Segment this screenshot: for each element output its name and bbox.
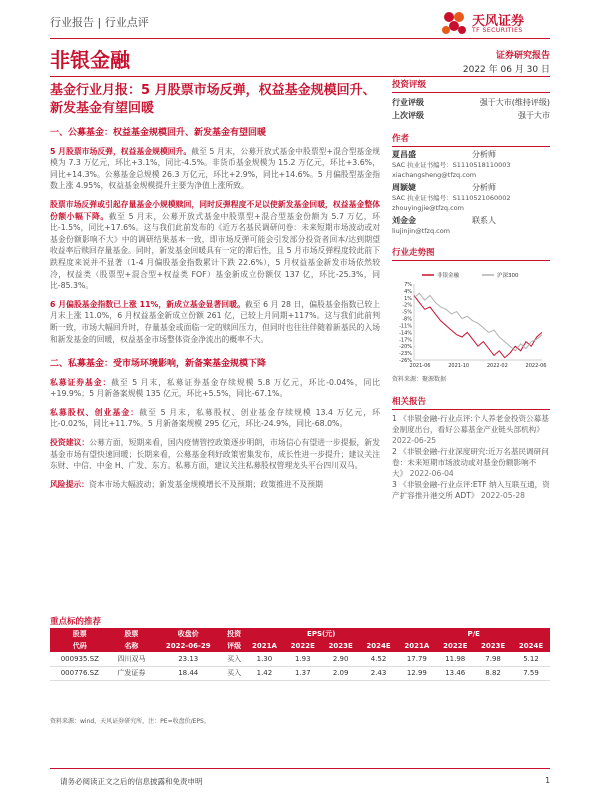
author-name: 周颖婕 [392,183,416,192]
related-reports [392,413,550,501]
rating-value: 强于大市(维持评级) [479,98,550,107]
table-cell: 12.99 [397,666,436,680]
para-text: 截至 5 月末，公募开放式基金中股票型+混合型基金规模为 7.3 万亿元，环比+3.1%，同比-4.5%。非货币基金规模为 15.2 万亿元，环比+3.6%，同比+14.3%。公募基金总规模 26.3 万亿元，环比+2.9%，同比+14.6%。5 月偏股型基金指数上涨 4.95%，权益基金规模提升主要为净值上涨所致。 [50,146,381,191]
x-tick-label: 2021-10 [448,363,470,369]
col-subheader: 评级 [223,640,245,652]
col-subheader: 2022E [436,640,474,652]
col-subheader: 2024E [512,640,550,652]
y-tick-label: -2% [402,302,412,309]
logo-subtext: TF SECURITIES [472,27,523,34]
table-cell: 5.12 [512,652,550,666]
title-rule [50,76,550,77]
table-cell: 1.30 [245,652,284,666]
table-cell: 11.98 [436,652,474,666]
authors-heading: 作者 [392,132,550,147]
para-lead: 私募证券基金： [50,377,112,387]
related-report-title: 1 《非银金融-行业点评:个人养老金投资公募基金制度出台，看好公募基金产业链头部机构》 [392,414,549,434]
related-report[interactable] [392,479,550,501]
table-cell: 4.52 [360,652,398,666]
table-cell: 000935.SZ [50,652,110,666]
para-lead: 投资建议： [50,438,90,448]
legend-label: 沪深300 [497,273,519,279]
para-lead: 5 月股票市场反弹，权益基金规模回升。 [50,146,192,156]
y-tick-label: 7% [404,282,412,288]
paragraph [50,479,380,491]
author-title: 联系人 [472,216,496,225]
pe-header: P/E [397,628,550,640]
para-lead: 股票市场反弹或引起存量基金小规模赎回，同时反弹程度不足以使新发基金回暖，权益基金整体份额小幅下降。 [50,199,380,221]
paragraph [50,146,380,192]
recommendation-heading: 重点标的推荐 [50,617,102,627]
y-tick-label: 4% [404,288,412,295]
related-heading: 相关报告 [392,395,550,410]
col-subheader: 2023E [474,640,512,652]
report-title: 基金行业月报：5 月股票市场反弹，权益基金规模回升、新发基金有望回暖 [50,83,376,116]
logo-icon [440,10,468,38]
x-tick-label: 2022-02 [486,363,508,369]
table-cell: 13.46 [436,666,474,680]
sidebar [392,78,550,501]
col-subheader: 2021A [245,640,284,652]
section-2-heading: 二、私募基金：受市场环境影响，新备案基金规模下降 [50,359,267,370]
table-row [50,666,550,680]
col-subheader: 2024E [360,640,398,652]
table-cell: 四川双马 [110,652,154,666]
related-report-title: 3 《非银金融-行业点评:ETF 纳入互联互通，资产扩容推升港交所 ADT》 [392,480,550,500]
table-cell: 2.09 [322,666,360,680]
para-text: 截至 5 月末，公募开放式基金中股票型+混合型基金份额为 5.7 万亿，环比-1.5%，同比+17.6%。这与我们此前发布的《近万名基民调研问卷：未来短期市场波动或对基金份额影响不大》中的调研结果基本一致，即市场反弹可能会引发部分投资者回本/达到期望收益率后赎回存量基金。同时，新发基金回暖具有一定的滞后性，且 5 月市场反弹程度较此前下跌程度来说并不显著（1-4 月偏股基金指数累计下跌 22.6%），5 月权益基金新发市场依然较冷，权益类（股票型+混合型+权益类 FOF）基金新成立份额仅 137 亿，环比-25.3%，同比-85.3%。 [50,211,380,291]
paragraph [50,407,380,430]
paragraph [50,299,380,345]
col-subheader: 名称 [110,640,154,652]
col-header: 收盘价 [153,628,223,640]
report-date: 2022 年 06 月 30 日 [462,65,550,75]
para-text: 截至 6 月 28 日，偏股基金指数已较上月末上涨 11.0%，6 月权益基金新成立份额 261 亿，已较上月同期+117%。这与我们此前判断一致，市场大幅回升时，存量基金或面临一定的赎回压力，但同时也往往伴随着新基民的入场和新发基金的回暖，权益基金市场整体资金净流出的概率不大。 [50,299,381,344]
x-tick-label: 2021-06 [409,363,431,369]
y-tick-label: -23% [399,351,412,358]
table-row [50,652,550,666]
rating-row [392,96,550,109]
table-cell: 7.59 [512,666,550,680]
table-cell: 广发证券 [110,666,154,680]
footer [50,770,550,790]
para-lead: 风险提示： [50,479,89,489]
related-report-date: 2022-06-04 [409,469,454,478]
author-title: 分析师 [472,183,496,192]
author-email[interactable]: liujinjin@tfzq.com [392,227,451,235]
author-email[interactable]: zhouyingjie@tfzq.com [392,204,464,212]
table-cell: 18.44 [153,666,223,680]
para-lead: 私募股权、创业基金： [50,407,140,417]
top-bar [50,8,550,36]
series-line-1 [414,293,542,351]
para-text: 截至 5 月末，私募证券基金存续规模 5.8 万亿元，环比-0.04%，同比+19.9%；5 月新备案规模 135 亿元，环比+5.5%，同比-67.1%。 [50,377,380,399]
y-tick-label: -17% [399,337,412,344]
report-type: 行业报告 | 行业点评 [50,16,149,29]
related-report[interactable] [392,413,550,446]
related-report-title: 2 《非银金融-行业深度研究:近万名基民调研问卷：未来短期市场波动或对基金份额影响不大》 [392,447,549,478]
header-rule [50,38,550,39]
para-text: 截至 5 月末，私募股权、创业基金存续规模 13.4 万亿元，环比-0.02%，同比+11.7%。5 月新备案规模 295 亿元，环比-24.9%，同比-68.0%。 [50,407,381,429]
author-title: 分析师 [472,150,496,159]
table-cell: 1.37 [284,666,322,680]
table-cell: 买入 [223,652,245,666]
table-cell: 买入 [223,666,245,680]
prev-rating-label: 上次评级 [392,111,424,120]
y-tick-label: -14% [399,330,412,337]
eps-header: EPS(元) [245,628,397,640]
section-1-heading: 一、公募基金：权益基金规模回升、新发基金有望回暖 [50,128,267,138]
y-tick-label: -20% [399,344,412,351]
y-tick-label: -5% [402,309,412,316]
page-number: 1 [545,776,550,785]
table-cell: 17.79 [397,652,436,666]
paragraph [50,377,380,400]
rating-heading: 投资评级 [392,78,550,93]
report-label: 证券研究报告 [495,51,550,61]
paragraph [50,199,380,292]
table-cell: 8.82 [474,666,512,680]
legend-label: 非银金融 [437,273,460,279]
author-sac: SAC 执业证书编号：S1110521060002 [392,194,511,202]
col-subheader: 2021A [397,640,436,652]
para-text: 公募方面，短期来看，国内疫情管控政策逐步明朗，市场信心有望进一步提振，新发基金市场有望快速回暖；长期来看，公募基金利好政策密集发布，成长性进一步提升；建议关注东财、中信、中金 H、广发、东方。私募方面，建议关注私募股权管理龙头平台四川双马。 [50,438,380,471]
author-sac: SAC 执业证书编号：S1110518110003 [392,161,511,169]
y-tick-label: -11% [399,323,412,330]
main-content [50,128,380,497]
para-text: 资本市场大幅波动；新发基金规模增长不及预期；政策推进不及预期 [88,479,323,489]
table-cell: 000776.SZ [50,666,110,680]
y-tick-label: -8% [402,316,412,323]
y-tick-label: 1% [404,295,412,302]
col-subheader: 2022-06-29 [153,640,223,652]
author-entry [392,183,550,213]
table-cell: 7.98 [474,652,512,666]
table-cell: 23.13 [153,652,223,666]
prev-rating-value: 强于大市 [518,111,550,120]
author-entry [392,216,550,236]
para-lead: 6 月偏股基金指数已上涨 11%，新成立基金显著回暖。 [50,299,245,309]
x-tick-label: 2022-06 [525,363,547,369]
series-line-0 [414,296,542,358]
author-entry [392,150,550,180]
chart-source: 资料来源：聚源数据 [392,376,447,383]
author-email[interactable]: xiachangsheng@tfzq.com [392,171,477,179]
related-report[interactable] [392,446,550,479]
prev-rating-row [392,109,550,122]
footer-rule [50,768,550,769]
logo-text: 天风证券 [472,14,525,29]
paragraph [50,437,380,472]
author-name: 刘金金 [392,216,416,225]
table-header-row-2 [50,640,550,652]
table-cell: 1.93 [284,652,322,666]
y-tick-label: -26% [399,358,412,364]
related-report-date: 2022-05-28 [480,491,525,500]
col-header: 股票 [110,628,154,640]
sector-title: 非银金融 [50,48,130,72]
trend-heading: 行业走势图 [392,246,550,261]
rating-label: 行业评级 [392,98,424,107]
related-report-date: 2022-06-25 [392,436,437,445]
table-header-row-1 [50,628,550,640]
disclaimer-text: 请务必阅读正文之后的信息披露和免责申明 [60,777,203,786]
col-header: 投资 [223,628,245,640]
col-subheader: 代码 [50,640,110,652]
col-subheader: 2023E [322,640,360,652]
industry-trend-chart [392,270,550,370]
col-header: 股票 [50,628,110,640]
table-cell: 1.42 [245,666,284,680]
table-cell: 2.90 [322,652,360,666]
table-note: 资料来源：wind，天风证券研究所，注：PE=收盘价/EPS。 [50,718,210,725]
col-subheader: 2022E [284,640,322,652]
table-cell: 2.43 [360,666,398,680]
company-logo [440,8,550,40]
recommendation-table [50,628,550,681]
author-name: 夏昌盛 [392,150,416,159]
